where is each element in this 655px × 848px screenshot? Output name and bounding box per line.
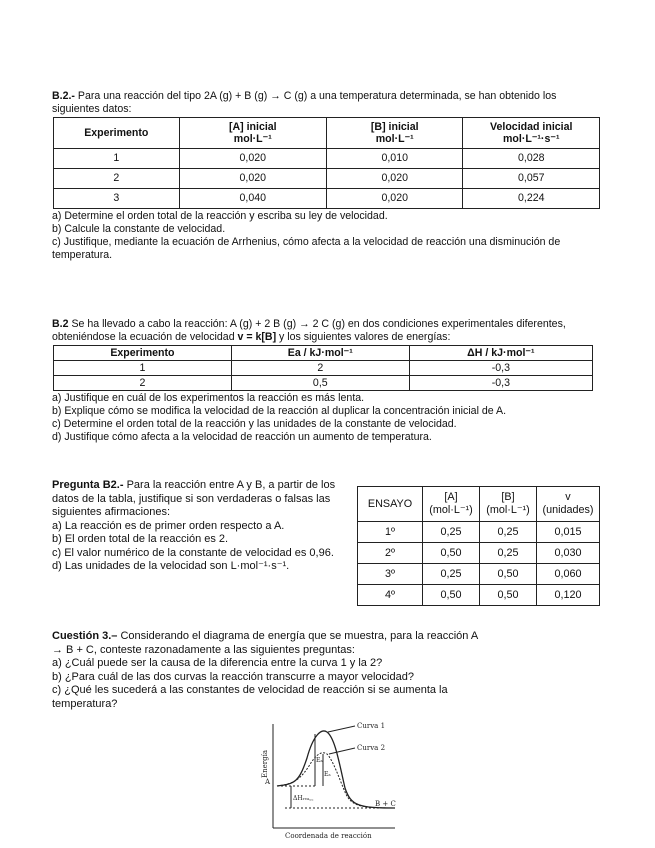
table-row: 3º 0,25 0,50 0,060 [358,564,600,585]
table-row: 4º 0,50 0,50 0,120 [358,585,600,606]
table-header-row [54,346,593,361]
curve2-leader [329,748,355,754]
pb2-intro: Pregunta B2.- Para la reacción entre A y B, a partir de los datos de la tabla, justifique si son verdaderas o falsas las siguientes afirmaciones: [52,479,336,518]
col-a-inicial: [A] inicial mol·L⁻¹ [179,118,326,149]
table-row: 1º 0,25 0,25 0,015 [358,522,600,543]
col-ensayo: ENSAYO [358,487,423,522]
b2a-data-table [53,117,600,209]
b2b-heading: B.2 [52,318,69,330]
b2b-question: d) Justifique cómo afecta a la velocidad de reacción un aumento de temperatura. [52,431,432,443]
y-axis-label: Energía [261,750,269,778]
section-cuestion-3 [52,630,482,711]
reactant-label: A [265,778,271,786]
b2a-heading: B.2.- [52,90,75,102]
table-row: 2º 0,50 0,25 0,030 [358,543,600,564]
b2b-question: c) Determine el orden total de la reacción y las unidades de la constante de velocidad. [52,418,457,430]
b2a-intro-text: Para una reacción del tipo 2A (g) + B (g) → C (g) a una temperatura determinada, se han obtenido los siguientes datos: [52,90,557,115]
col-a: [A] (mol·L⁻¹) [423,487,480,522]
dh-label: ΔHᵣₑₐ꜀꜀ [293,795,314,802]
table-header-row [358,487,600,522]
curve2-label: Curva 2 [357,744,386,752]
section-b2-first [52,90,604,262]
b2b-question: b) Explique cómo se modifica la velocidad de la reacción al duplicar la concentración inicial de A. [52,405,507,417]
table-row: 1 2 -0,3 [54,361,593,376]
ea2-label: Eₐ [324,771,331,778]
col-experimento: Experimento [54,118,180,149]
b2b-question: a) Justifique en cuál de los experimentos la reacción es más lenta. [52,392,365,404]
b2a-question: a) Determine el orden total de la reacción y escriba su ley de velocidad. [52,210,388,222]
curve1-label: Curva 1 [357,722,386,730]
b2a-question: c) Justifique, mediante la ecuación de Arrhenius, cómo afecta a la velocidad de reacción una disminución de temperatura. [52,236,561,261]
table-row: 2 0,020 0,020 0,057 [54,169,600,189]
table-header-row [54,118,600,149]
c3-intro: Cuestión 3.– Considerando el diagrama de energía que se muestra, para la reacción A → B + C, conteste razonadamente a las siguientes preguntas: [52,630,478,656]
pb2-item: b) El orden total de la reacción es 2. [52,533,229,545]
pb2-item: c) El valor numérico de la constante de velocidad es 0,96. [52,546,334,559]
col-b-inicial: [B] inicial mol·L⁻¹ [326,118,463,149]
x-axis-label: Coordenada de reacción [285,832,372,840]
b2b-intro: B.2 Se ha llevado a cabo la reacción: A (g) + 2 B (g) → 2 C (g) en dos condiciones experimentales diferentes, obteniéndose la ecuación de velocidad v = k[B] y los siguientes valores de energías: [52,318,566,343]
col-dh: ΔH / kJ·mol⁻¹ [409,346,592,361]
pb2-item: d) Las unidades de la velocidad son L·mol⁻¹·s⁻¹. [52,560,290,572]
col-experimento: Experimento [54,346,232,361]
b2a-question: b) Calcule la constante de velocidad. [52,223,226,235]
section-pregunta-b2 [52,479,348,574]
c3-question: c) ¿Qué les sucederá a las constantes de velocidad de reacción si se aumenta la temperatura? [52,684,448,710]
b2b-energy-table [53,345,593,391]
section-b2-second [52,318,604,444]
c3-question: b) ¿Para cuál de las dos curvas la reacción transcurre a mayor velocidad? [52,670,414,683]
table-row: 1 0,020 0,010 0,028 [54,149,600,169]
curve1-leader [328,726,355,732]
col-velocidad: Velocidad inicial mol·L⁻¹·s⁻¹ [463,118,600,149]
col-v: v (unidades) [537,487,600,522]
pb2-heading: Pregunta B2.- [52,479,124,491]
c3-heading: Cuestión 3.– [52,630,118,642]
products-label: B + C [375,800,396,808]
col-ea: Ea / kJ·mol⁻¹ [231,346,409,361]
pb2-data-table [357,486,600,606]
table-row: 2 0,5 -0,3 [54,376,593,391]
ea1-label: Eₐ [316,757,323,764]
energy-diagram [255,718,405,840]
pb2-item: a) La reacción es de primer orden respecto a A. [52,519,285,532]
c3-question: a) ¿Cuál puede ser la causa de la diferencia entre la curva 1 y la 2? [52,657,383,669]
table-row: 3 0,040 0,020 0,224 [54,189,600,209]
col-b: [B] (mol·L⁻¹) [480,487,537,522]
b2a-intro [52,90,604,116]
